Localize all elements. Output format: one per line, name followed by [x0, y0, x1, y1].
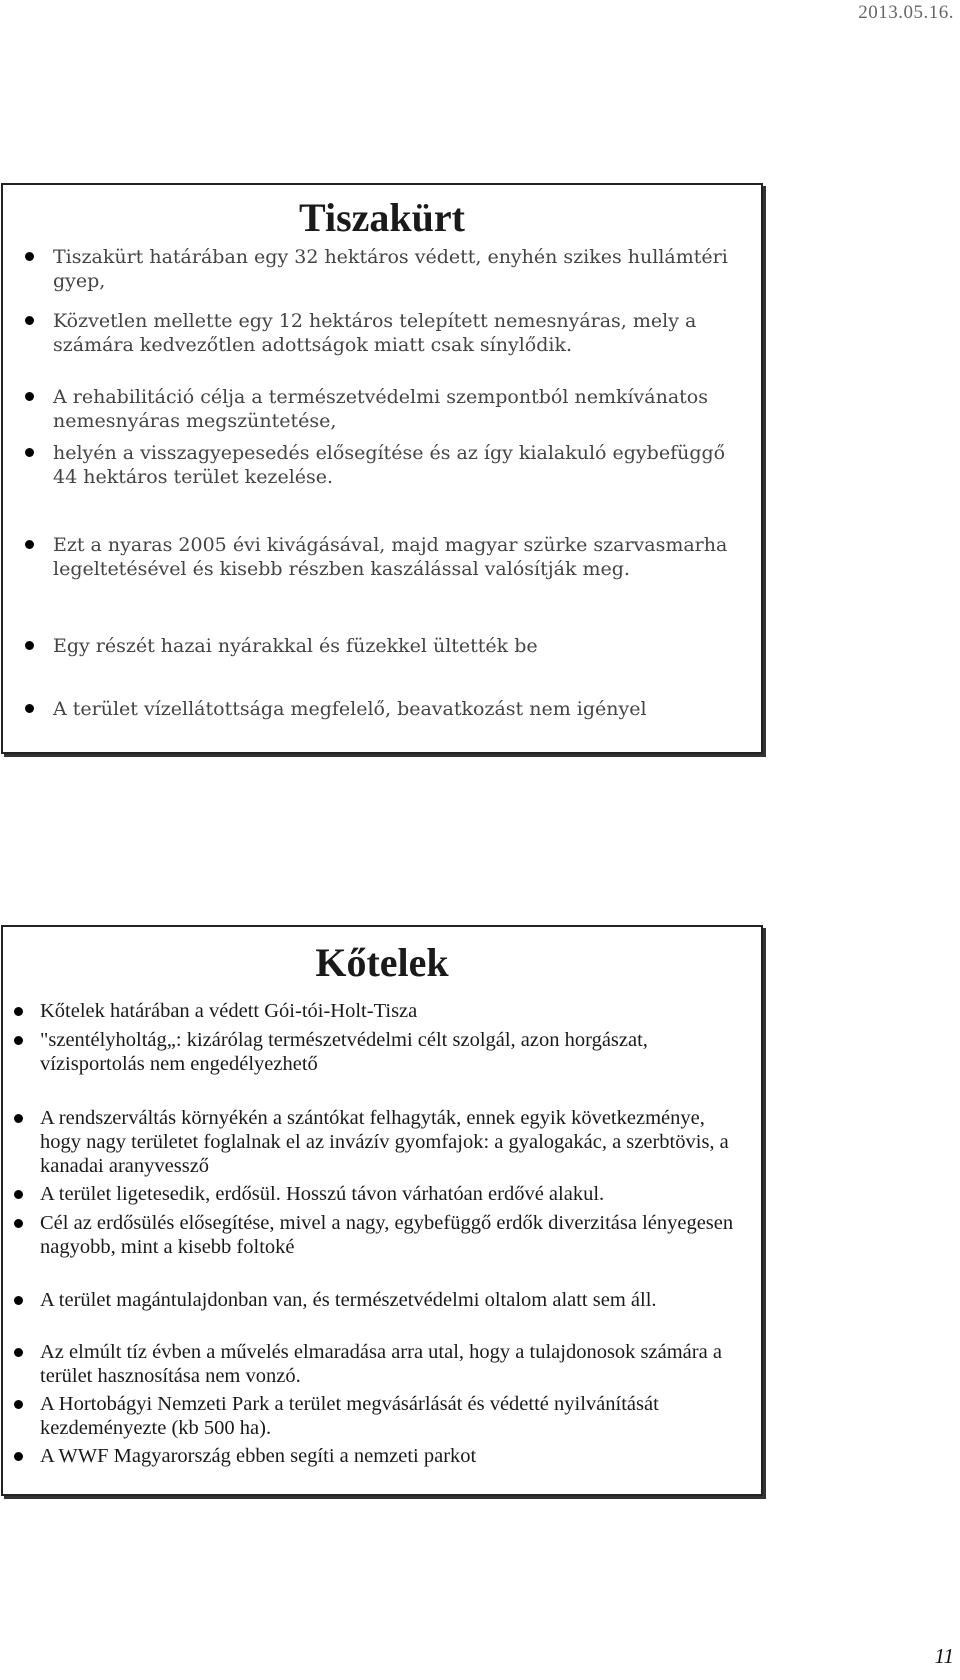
- bullet-item: [3, 385, 747, 433]
- bullet-item: [3, 441, 747, 489]
- bullet-item: [3, 1106, 747, 1178]
- bullet-dot-icon: [14, 1452, 23, 1461]
- bullet-dot-icon: [14, 1190, 23, 1199]
- bullet-dot-icon: [25, 448, 34, 457]
- bullet-text: A rendszerváltás környékén a szántókat felhagyták, ennek egyik következménye, hogy nagy területet foglalnak el az invázív gyomfajok: a gyalogakác, a szerbtövis, a kanadai aranyvessző: [40, 1107, 729, 1177]
- bullet-text: A terület ligetesedik, erdősül. Hosszú távon várhatóan erdővé alakul.: [40, 1183, 605, 1205]
- bullet-dot-icon: [14, 1219, 23, 1228]
- bullet-dot-icon: [14, 1400, 23, 1409]
- bullet-item: [3, 245, 747, 293]
- bullet-item: [3, 309, 747, 357]
- bullet-text: A terület magántulajdonban van, és természetvédelmi oltalom alatt sem áll.: [40, 1289, 657, 1311]
- bullet-text: "szentélyholtág„: kizárólag természetvédelmi célt szolgál, azon horgászat, vízisportolás nem engedélyezhető: [40, 1029, 648, 1075]
- bullet-item: [3, 1340, 747, 1388]
- bullet-dot-icon: [25, 316, 34, 325]
- page-date: 2013.05.16.: [858, 2, 954, 23]
- bullet-item: [3, 1392, 747, 1440]
- bullet-text: A rehabilitáció célja a természetvédelmi szempontból nemkívánatos nemesnyáras megszüntetése,: [53, 386, 708, 432]
- bullet-text: A WWF Magyarország ebben segíti a nemzeti parkot: [40, 1445, 477, 1467]
- bullet-dot-icon: [25, 704, 34, 713]
- bullet-text: Kőtelek határában a védett Gói-tói-Holt-Tisza: [40, 1000, 418, 1022]
- bullet-item: [3, 1444, 747, 1468]
- bullet-item: [3, 999, 747, 1023]
- bullet-dot-icon: [14, 1296, 23, 1305]
- bullet-item: [3, 1028, 747, 1076]
- slide-title: Tiszakürt: [299, 195, 465, 240]
- bullet-text: A Hortobágyi Nemzeti Park a terület megvásárlását és védetté nyilvánítását kezdeményezte (kb 500 ha).: [40, 1393, 659, 1439]
- bullet-text: Egy részét hazai nyárakkal és füzekkel ültették be: [53, 635, 538, 657]
- bullet-dot-icon: [14, 1007, 23, 1016]
- bullet-dot-icon: [25, 540, 34, 549]
- bullet-dot-icon: [25, 392, 34, 401]
- bullet-dot-icon: [14, 1036, 23, 1045]
- page-number: 11: [934, 1644, 954, 1668]
- bullet-item: [3, 1211, 747, 1259]
- slide-title: Kőtelek: [315, 940, 449, 985]
- bullet-item: [3, 634, 747, 658]
- slide-kotelek: [1, 925, 763, 1496]
- bullet-text: Az elmúlt tíz évben a művelés elmaradása arra utal, hogy a tulajdonosok számára a terület hasznosítása nem vonzó.: [40, 1341, 722, 1387]
- bullet-dot-icon: [25, 252, 34, 261]
- bullet-text: Cél az erdősülés elősegítése, mivel a nagy, egybefüggő erdők diverzitása lényegesen nagyobb, mint a kisebb foltoké: [40, 1212, 734, 1258]
- bullet-text: Ezt a nyaras 2005 évi kivágásával, majd magyar szürke szarvasmarha legeltetésével és kisebb részben kaszálással valósítják meg.: [53, 534, 728, 580]
- bullet-text: A terület vízellátottsága megfelelő, beavatkozást nem igényel: [53, 698, 647, 720]
- bullet-dot-icon: [14, 1114, 23, 1123]
- bullet-dot-icon: [14, 1348, 23, 1357]
- bullet-item: [3, 1182, 747, 1206]
- bullet-text: Közvetlen mellette egy 12 hektáros telepített nemesnyáras, mely a számára kedvezőtlen adottságok miatt csak sínylődik.: [53, 310, 697, 356]
- bullet-text: helyén a visszagyepesedés elősegítése és az így kialakuló egybefüggő 44 hektáros terület kezelése.: [53, 442, 726, 488]
- bullet-text: Tiszakürt határában egy 32 hektáros védett, enyhén szikes hullámtéri gyep,: [53, 246, 728, 292]
- slide-tiszakurt: [1, 183, 763, 754]
- bullet-item: [3, 1288, 747, 1312]
- bullet-dot-icon: [25, 641, 34, 650]
- bullet-item: [3, 697, 747, 721]
- bullet-item: [3, 533, 747, 581]
